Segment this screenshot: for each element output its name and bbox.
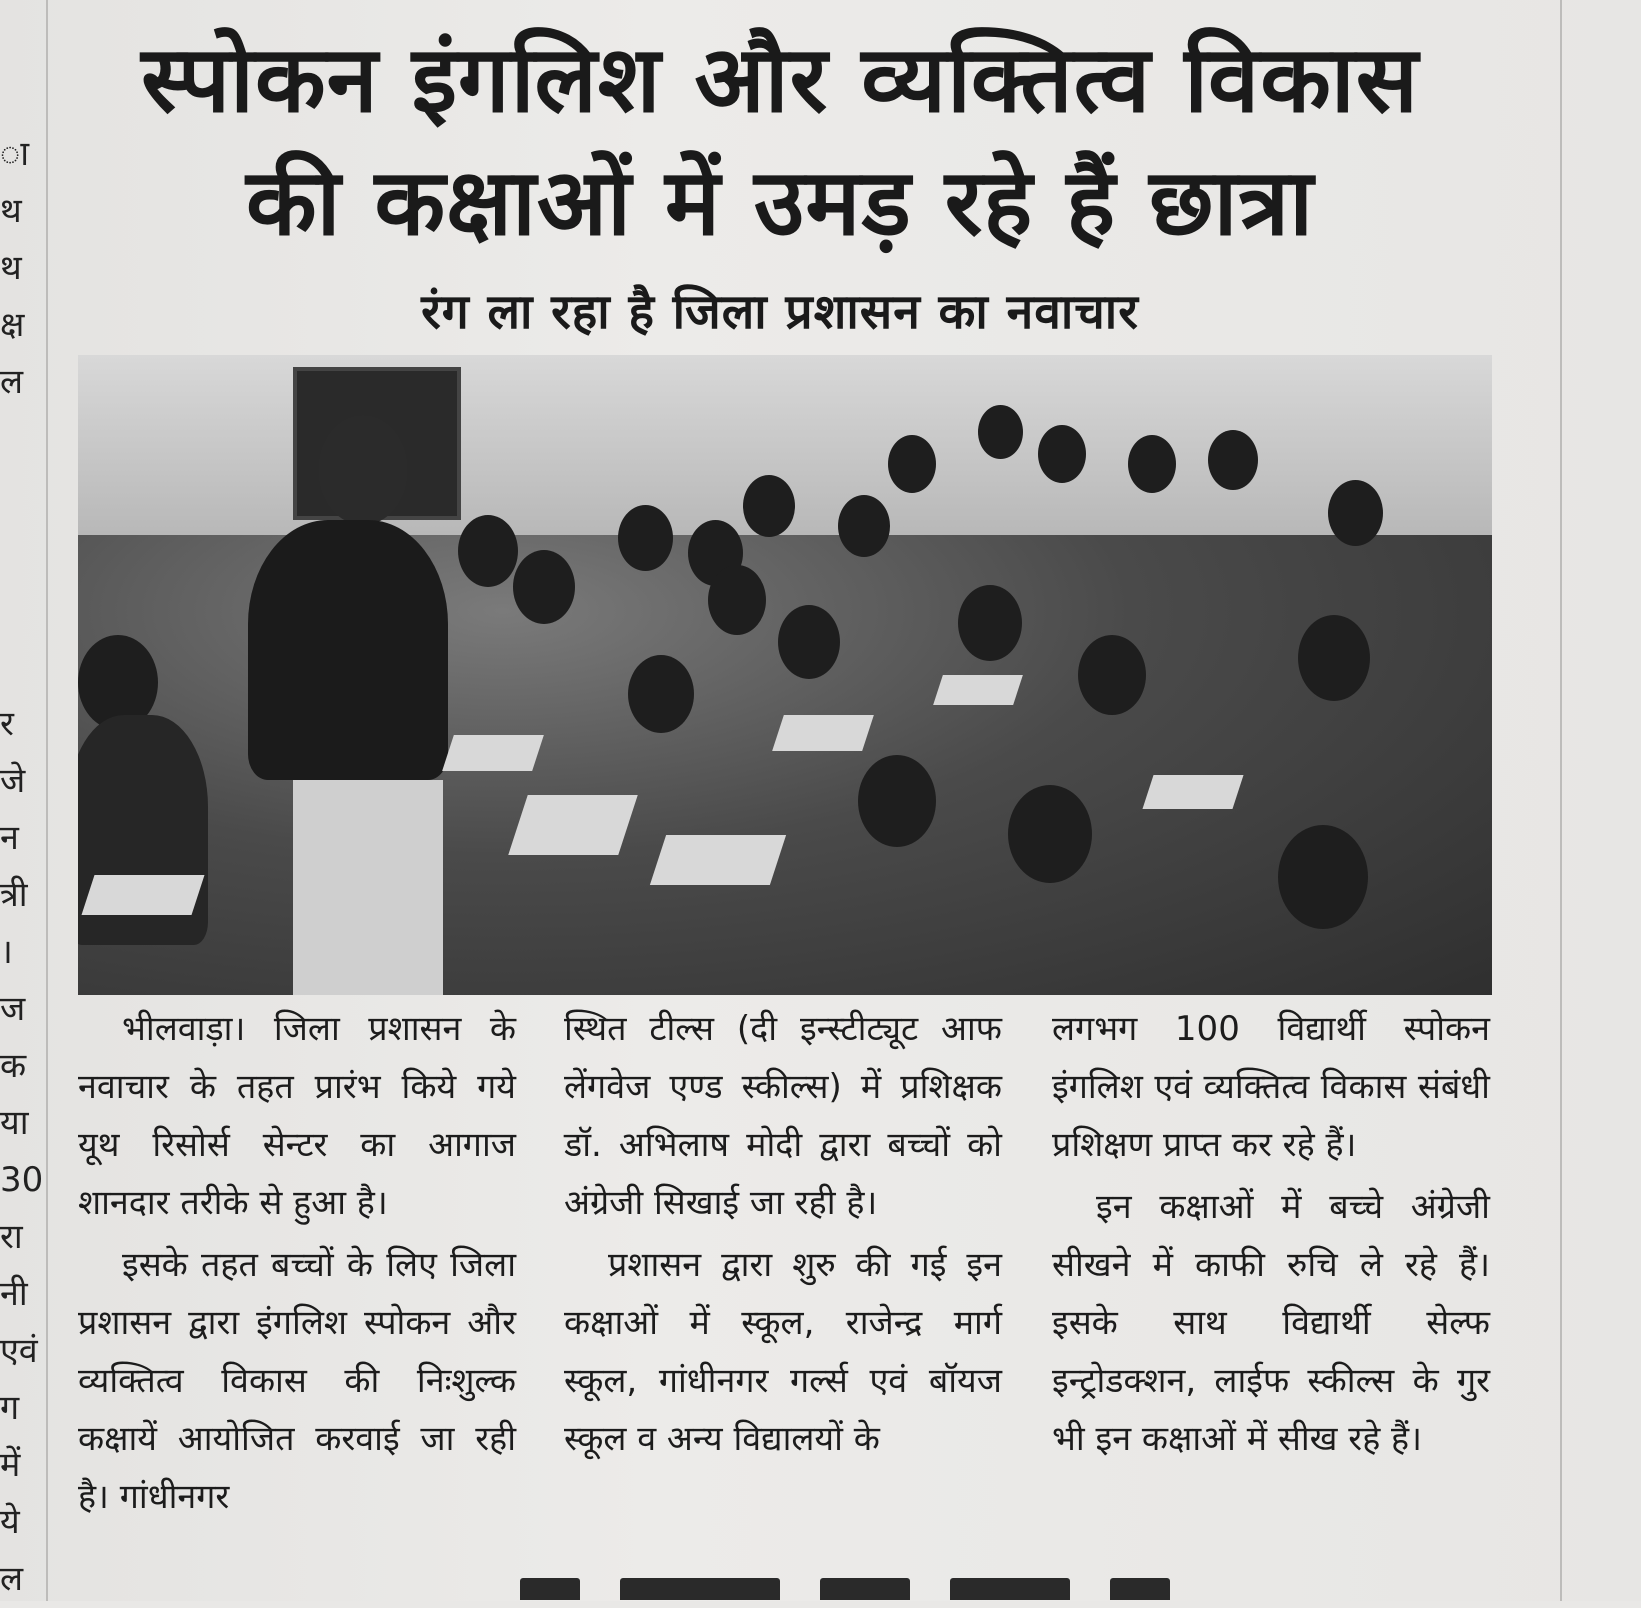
photo-notebook: [650, 835, 786, 885]
photo-student: [858, 755, 936, 847]
article-column-2: [564, 1000, 1002, 1468]
photo-notebook: [1142, 775, 1243, 809]
photo-student: [838, 495, 890, 557]
fragment-line: रा: [0, 1217, 23, 1257]
fragment-line: त्री: [0, 875, 28, 915]
fragment-line: नी: [0, 1274, 28, 1314]
fragment-line: 30: [0, 1160, 44, 1200]
fragment-line: क्ष: [0, 305, 25, 345]
article-paragraph: भीलवाड़ा। जिला प्रशासन के नवाचार के तहत प्रारंभ किये गये यूथ रिसोर्स सेन्टर का आगाज शानदार तरीके से हुआ है।: [78, 1009, 516, 1223]
photo-student: [1078, 635, 1146, 715]
article-paragraph: लगभग 100 विद्यार्थी स्पोकन इंगलिश एवं व्यक्तित्व विकास संबंधी प्रशिक्षण प्राप्त कर रहे हैं।: [1052, 1009, 1490, 1165]
fragment-line: ज: [0, 989, 26, 1029]
photo-student: [1128, 435, 1176, 493]
article-column-3: [1052, 1000, 1490, 1468]
photo-student: [1328, 480, 1383, 546]
classroom-photo: [78, 355, 1492, 995]
photo-student: [513, 550, 575, 624]
fragment-line: या: [0, 1103, 29, 1143]
fragment-line: र: [0, 704, 14, 744]
photo-student: [743, 475, 795, 537]
fragment-line: न: [0, 818, 19, 858]
photo-student: [1298, 615, 1370, 701]
article-paragraph: इसके तहत बच्चों के लिए जिला प्रशासन द्वारा इंगलिश स्पोकन और व्यक्तित्व विकास की निःशुल्क कक्षायें आयोजित करवाई जा रही है। गांधीनगर: [78, 1245, 516, 1517]
photo-student: [1278, 825, 1368, 929]
photo-notebook: [508, 795, 637, 855]
fragment-line: ा: [0, 134, 30, 174]
column-rule-left: [46, 0, 48, 1601]
photo-student: [628, 655, 694, 733]
fragment-line: ग: [0, 1388, 20, 1428]
fragment-line: [0, 411, 44, 468]
fragment-line: थ: [0, 248, 22, 288]
photo-notebook: [82, 875, 205, 915]
fragment-line: ।: [0, 932, 13, 972]
photo-notebook: [442, 735, 544, 771]
photo-teacher: [168, 415, 448, 995]
fragment-line: जे: [0, 761, 26, 801]
fragment-line: एवं: [0, 1331, 38, 1371]
photo-student: [708, 565, 766, 635]
column-rule-right: [1560, 0, 1562, 1601]
fragment-line: ये: [0, 1502, 20, 1542]
fragment-line: थ: [0, 191, 22, 231]
photo-student: [888, 435, 936, 493]
photo-student: [978, 405, 1023, 459]
article-paragraph: इन कक्षाओं में बच्चे अंग्रेजी सीखने में काफी रुचि ले रहे हैं। इसके साथ विद्यार्थी सेल्फ इन्ट्रोडक्शन, लाईफ स्कील्स के गुर भी इन कक्षाओं में सीख रहे हैं।: [1052, 1187, 1490, 1459]
headline-line-2: की कक्षाओं में उमड़ रहे हैं छात्रा: [245, 149, 1315, 256]
fragment-line: [0, 582, 44, 639]
photo-student: [1008, 785, 1092, 883]
photo-student: [778, 605, 840, 679]
adjacent-column-fragment: [0, 0, 44, 1601]
fragment-line: ल: [0, 362, 24, 402]
fragment-line: [0, 468, 44, 525]
article-column-1: [78, 1000, 516, 1526]
article-paragraph: स्थित टील्स (दी इन्स्टीट्यूट आफ लेंगवेज एण्ड स्कील्स) में प्रशिक्षक डॉ. अभिलाष मोदी द्वारा बच्चों को अंग्रेजी सिखाई जा रही है।: [564, 1009, 1002, 1223]
photo-notebook: [772, 715, 874, 751]
photo-notebook: [933, 675, 1023, 705]
photo-student: [1208, 430, 1258, 490]
fragment-line: [0, 639, 44, 696]
fragment-line: ल: [0, 1559, 24, 1599]
fragment-line: [0, 525, 44, 582]
photo-student: [1038, 425, 1086, 483]
fragment-line: क: [0, 1046, 27, 1086]
photo-student: [618, 505, 673, 571]
next-article-cutoff: [520, 1578, 1520, 1601]
fragment-line: में: [0, 1445, 21, 1485]
headline-line-1: स्पोकन इंगलिश और व्यक्तित्व विकास: [141, 26, 1419, 133]
article-paragraph: प्रशासन द्वारा शुरु की गई इन कक्षाओं में स्कूल, राजेन्द्र मार्ग स्कूल, गांधीनगर गर्ल्स एवं बॉयज स्कूल व अन्य विद्यालयों के: [564, 1245, 1002, 1459]
subheadline: रंग ला रहा है जिला प्रशासन का नवाचार: [421, 284, 1139, 340]
photo-student: [958, 585, 1022, 661]
photo-student: [458, 515, 518, 587]
